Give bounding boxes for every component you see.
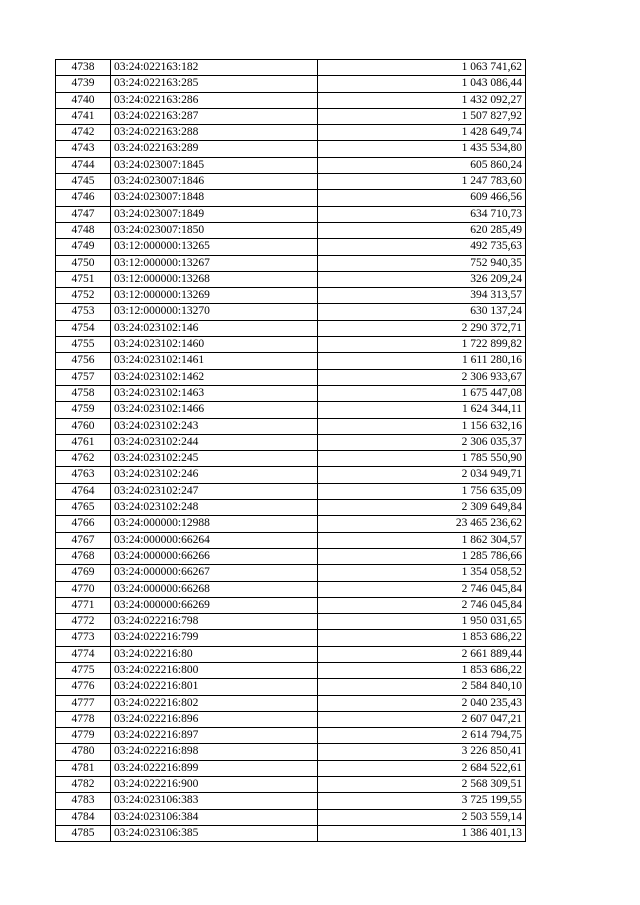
cadastral-value-cell: 1 756 635,09 [318,483,526,499]
cadastral-value-cell: 634 710,73 [318,206,526,222]
table-row [56,174,526,190]
table-row [56,711,526,727]
table-row [56,320,526,336]
cadastral-number-cell: 03:12:000000:13265 [111,239,318,255]
cadastral-number-cell: 03:24:022216:80 [111,646,318,662]
row-number-cell: 4764 [56,483,111,499]
row-number-cell: 4770 [56,581,111,597]
cadastral-number-cell: 03:24:022216:896 [111,711,318,727]
table-row [56,255,526,271]
row-number-cell: 4750 [56,255,111,271]
table-row [56,271,526,287]
cadastral-value-cell: 1 432 092,27 [318,92,526,108]
cadastral-value-cell: 1 354 058,52 [318,565,526,581]
cadastral-number-cell: 03:24:022163:286 [111,92,318,108]
cadastral-number-cell: 03:12:000000:13267 [111,255,318,271]
table-row [56,646,526,662]
cadastral-value-cell: 605 860,24 [318,157,526,173]
row-number-cell: 4768 [56,548,111,564]
table-row [56,304,526,320]
cadastral-number-cell: 03:24:023102:1462 [111,369,318,385]
cadastral-number-cell: 03:24:022163:287 [111,108,318,124]
cadastral-value-cell: 1 950 031,65 [318,614,526,630]
cadastral-value-cell: 1 611 280,16 [318,353,526,369]
cadastral-number-cell: 03:24:023106:383 [111,793,318,809]
row-number-cell: 4785 [56,825,111,841]
cadastral-number-cell: 03:24:000000:66267 [111,565,318,581]
table-row [56,60,526,76]
cadastral-value-cell: 394 313,57 [318,288,526,304]
cadastral-value-cell: 1 853 686,22 [318,630,526,646]
cadastral-number-cell: 03:24:022216:799 [111,630,318,646]
table-row [56,662,526,678]
cadastral-number-cell: 03:24:023102:1466 [111,402,318,418]
row-number-cell: 4760 [56,418,111,434]
table-row [56,467,526,483]
cadastral-value-cell: 2 661 889,44 [318,646,526,662]
cadastral-value-cell: 2 309 649,84 [318,500,526,516]
table-row [56,597,526,613]
table-body [56,60,526,842]
table-row [56,793,526,809]
table-row [56,614,526,630]
row-number-cell: 4754 [56,320,111,336]
cadastral-number-cell: 03:24:022163:289 [111,141,318,157]
cadastral-value-cell: 1 285 786,66 [318,548,526,564]
row-number-cell: 4774 [56,646,111,662]
cadastral-number-cell: 03:12:000000:13268 [111,271,318,287]
table-row [56,548,526,564]
cadastral-value-cell: 1 386 401,13 [318,825,526,841]
cadastral-number-cell: 03:24:000000:66264 [111,532,318,548]
table-row [56,190,526,206]
table-row [56,760,526,776]
cadastral-value-cell: 630 137,24 [318,304,526,320]
cadastral-value-cell: 23 465 236,62 [318,516,526,532]
cadastral-value-cell: 1 043 086,44 [318,76,526,92]
cadastral-number-cell: 03:12:000000:13270 [111,304,318,320]
cadastral-value-cell: 1 435 534,80 [318,141,526,157]
cadastral-number-cell: 03:24:023102:1463 [111,385,318,401]
cadastral-number-cell: 03:12:000000:13269 [111,288,318,304]
cadastral-number-cell: 03:24:023007:1848 [111,190,318,206]
row-number-cell: 4766 [56,516,111,532]
table-row [56,206,526,222]
cadastral-value-cell: 2 290 372,71 [318,320,526,336]
cadastral-value-cell: 1 063 741,62 [318,60,526,76]
cadastral-number-cell: 03:24:022216:900 [111,777,318,793]
table-row [56,434,526,450]
row-number-cell: 4763 [56,467,111,483]
cadastral-number-cell: 03:24:023102:247 [111,483,318,499]
cadastral-value-cell: 2 306 035,37 [318,434,526,450]
row-number-cell: 4741 [56,108,111,124]
cadastral-value-cell: 2 746 045,84 [318,597,526,613]
cadastral-number-cell: 03:24:023102:1461 [111,353,318,369]
cadastral-value-cell: 2 746 045,84 [318,581,526,597]
table-row [56,76,526,92]
table-row [56,239,526,255]
table-row [56,516,526,532]
row-number-cell: 4747 [56,206,111,222]
row-number-cell: 4748 [56,222,111,238]
row-number-cell: 4753 [56,304,111,320]
cadastral-number-cell: 03:24:023102:245 [111,451,318,467]
cadastral-value-cell: 2 306 933,67 [318,369,526,385]
cadastral-value-cell: 1 428 649,74 [318,125,526,141]
table-row [56,157,526,173]
cadastral-number-cell: 03:24:023007:1849 [111,206,318,222]
row-number-cell: 4759 [56,402,111,418]
row-number-cell: 4740 [56,92,111,108]
table-row [56,728,526,744]
table-row [56,353,526,369]
table-row [56,418,526,434]
table-row [56,679,526,695]
cadastral-value-cell: 2 034 949,71 [318,467,526,483]
row-number-cell: 4767 [56,532,111,548]
row-number-cell: 4744 [56,157,111,173]
cadastral-value-cell: 2 684 522,61 [318,760,526,776]
row-number-cell: 4783 [56,793,111,809]
table-row [56,744,526,760]
row-number-cell: 4742 [56,125,111,141]
row-number-cell: 4765 [56,500,111,516]
cadastral-value-cell: 1 624 344,11 [318,402,526,418]
table-row [56,141,526,157]
table-row [56,369,526,385]
cadastral-value-cell: 3 226 850,41 [318,744,526,760]
cadastral-value-cell: 3 725 199,55 [318,793,526,809]
table-row [56,777,526,793]
row-number-cell: 4746 [56,190,111,206]
cadastral-number-cell: 03:24:023102:146 [111,320,318,336]
cadastral-number-cell: 03:24:022216:800 [111,662,318,678]
cadastral-value-cell: 492 735,63 [318,239,526,255]
row-number-cell: 4745 [56,174,111,190]
cadastral-value-cell: 1 722 899,82 [318,337,526,353]
row-number-cell: 4752 [56,288,111,304]
cadastral-number-cell: 03:24:023007:1850 [111,222,318,238]
cadastral-number-cell: 03:24:023102:248 [111,500,318,516]
cadastral-number-cell: 03:24:000000:12988 [111,516,318,532]
cadastral-number-cell: 03:24:022216:897 [111,728,318,744]
cadastral-value-cell: 2 607 047,21 [318,711,526,727]
cadastral-value-cell: 2 584 840,10 [318,679,526,695]
table-row [56,500,526,516]
row-number-cell: 4739 [56,76,111,92]
cadastral-number-cell: 03:24:022216:802 [111,695,318,711]
cadastral-number-cell: 03:24:023007:1845 [111,157,318,173]
row-number-cell: 4751 [56,271,111,287]
row-number-cell: 4784 [56,809,111,825]
cadastral-value-cell: 1 507 827,92 [318,108,526,124]
cadastral-number-cell: 03:24:000000:66268 [111,581,318,597]
table-row [56,402,526,418]
cadastral-value-cell: 620 285,49 [318,222,526,238]
cadastral-value-cell: 1 156 632,16 [318,418,526,434]
cadastral-number-cell: 03:24:000000:66266 [111,548,318,564]
row-number-cell: 4743 [56,141,111,157]
table-row [56,695,526,711]
table-row [56,288,526,304]
cadastral-number-cell: 03:24:022216:798 [111,614,318,630]
table-row [56,483,526,499]
cadastral-value-cell: 2 568 309,51 [318,777,526,793]
cadastral-number-cell: 03:24:022163:288 [111,125,318,141]
cadastral-number-cell: 03:24:022163:182 [111,60,318,76]
cadastral-value-cell: 1 853 686,22 [318,662,526,678]
cadastral-number-cell: 03:24:023102:1460 [111,337,318,353]
cadastral-number-cell: 03:24:023102:244 [111,434,318,450]
cadastral-number-cell: 03:24:022163:285 [111,76,318,92]
row-number-cell: 4756 [56,353,111,369]
cadastral-number-cell: 03:24:023102:243 [111,418,318,434]
row-number-cell: 4761 [56,434,111,450]
table-row [56,451,526,467]
table-row [56,125,526,141]
cadastral-value-cell: 1 862 304,57 [318,532,526,548]
row-number-cell: 4773 [56,630,111,646]
cadastral-value-cell: 1 785 550,90 [318,451,526,467]
table-row [56,532,526,548]
row-number-cell: 4777 [56,695,111,711]
table-row [56,385,526,401]
cadastral-number-cell: 03:24:023102:246 [111,467,318,483]
cadastral-number-cell: 03:24:023007:1846 [111,174,318,190]
cadastral-number-cell: 03:24:022216:899 [111,760,318,776]
row-number-cell: 4762 [56,451,111,467]
row-number-cell: 4780 [56,744,111,760]
cadastral-number-cell: 03:24:000000:66269 [111,597,318,613]
cadastral-number-cell: 03:24:022216:898 [111,744,318,760]
table-row [56,108,526,124]
row-number-cell: 4778 [56,711,111,727]
row-number-cell: 4771 [56,597,111,613]
table-row [56,630,526,646]
cadastral-value-table [55,59,526,842]
cadastral-value-cell: 2 614 794,75 [318,728,526,744]
row-number-cell: 4782 [56,777,111,793]
row-number-cell: 4755 [56,337,111,353]
cadastral-value-cell: 2 040 235,43 [318,695,526,711]
row-number-cell: 4757 [56,369,111,385]
cadastral-value-cell: 2 503 559,14 [318,809,526,825]
row-number-cell: 4758 [56,385,111,401]
cadastral-number-cell: 03:24:023106:384 [111,809,318,825]
cadastral-value-cell: 1 247 783,60 [318,174,526,190]
table-row [56,809,526,825]
table-row [56,565,526,581]
cadastral-value-cell: 326 209,24 [318,271,526,287]
row-number-cell: 4738 [56,60,111,76]
table-row [56,825,526,841]
table-row [56,92,526,108]
row-number-cell: 4772 [56,614,111,630]
cadastral-number-cell: 03:24:022216:801 [111,679,318,695]
row-number-cell: 4749 [56,239,111,255]
row-number-cell: 4776 [56,679,111,695]
table-row [56,337,526,353]
cadastral-number-cell: 03:24:023106:385 [111,825,318,841]
row-number-cell: 4781 [56,760,111,776]
cadastral-value-cell: 1 675 447,08 [318,385,526,401]
cadastral-value-cell: 609 466,56 [318,190,526,206]
table-row [56,581,526,597]
row-number-cell: 4775 [56,662,111,678]
table-row [56,222,526,238]
row-number-cell: 4769 [56,565,111,581]
cadastral-value-cell: 752 940,35 [318,255,526,271]
row-number-cell: 4779 [56,728,111,744]
